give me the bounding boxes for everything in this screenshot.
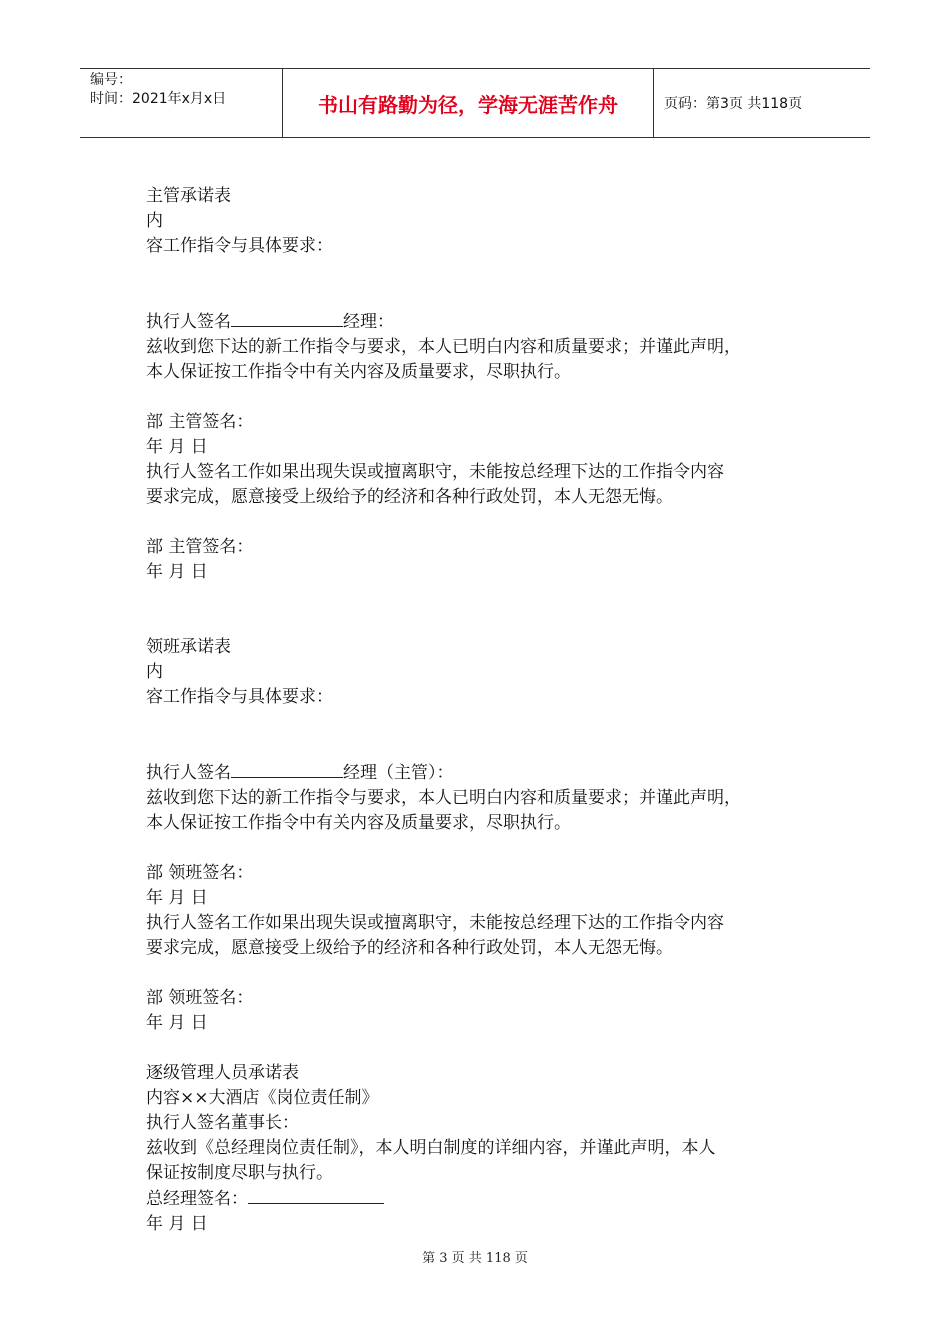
header-motto: 书山有路勤为径，学海无涯苦作舟 <box>282 69 654 137</box>
pledge-line: 要求完成，愿意接受上级给予的经济和各种行政处罚，本人无怨无悔。 <box>146 938 673 958</box>
date-line: 年 月 日 <box>146 437 208 457</box>
document-number-label: 编号： <box>90 72 132 88</box>
section-title: 逐级管理人员承诺表 <box>146 1063 299 1083</box>
pledge-line: 要求完成，愿意接受上级给予的经济和各种行政处罚，本人无怨无悔。 <box>146 487 673 507</box>
signer-line <box>146 760 816 786</box>
signature-underline <box>231 760 343 778</box>
statement-line: 兹收到您下达的新工作指令与要求，本人已明白内容和质量要求；并谨此声明， <box>146 337 741 357</box>
sign-line: 部 领班签名： <box>146 863 254 883</box>
statement-line: 本人保证按工作指令中有关内容及质量要求，尽职执行。 <box>146 813 571 833</box>
header-page-info: 页码：第3页 共118页 <box>664 96 803 112</box>
content-line: 内 <box>146 662 163 682</box>
section-title: 主管承诺表 <box>146 186 231 206</box>
gm-sign-line <box>146 1186 816 1212</box>
date-line: 年 月 日 <box>146 562 208 582</box>
sign-line: 部 主管签名： <box>146 412 254 432</box>
gm-sign-label: 总经理签名： <box>146 1189 248 1209</box>
pledge-line: 执行人签名工作如果出现失误或擅离职守，未能按总经理下达的工作指令内容 <box>146 913 724 933</box>
signer-suffix: 经理： <box>343 312 394 332</box>
signer-prefix: 执行人签名 <box>146 763 231 783</box>
document-body <box>146 184 816 1237</box>
pledge-line: 执行人签名工作如果出现失误或擅离职守，未能按总经理下达的工作指令内容 <box>146 462 724 482</box>
page-footer <box>0 1247 950 1266</box>
document-time: 时间：2021年x月x日 <box>90 91 227 107</box>
sign-line: 部 领班签名： <box>146 988 254 1008</box>
date-line: 年 月 日 <box>146 1214 208 1234</box>
signature-underline <box>231 309 343 327</box>
page-header <box>80 68 870 138</box>
signer-prefix: 执行人签名 <box>146 312 231 332</box>
content-line: 容工作指令与具体要求： <box>146 236 333 256</box>
signer-line: 执行人签名董事长： <box>146 1113 299 1133</box>
date-line: 年 月 日 <box>146 1013 208 1033</box>
section-title: 领班承诺表 <box>146 637 231 657</box>
statement-line: 兹收到《总经理岗位责任制》，本人明白制度的详细内容，并谨此声明，本人 <box>146 1138 716 1158</box>
statement-line: 兹收到您下达的新工作指令与要求，本人已明白内容和质量要求；并谨此声明， <box>146 788 741 808</box>
date-line: 年 月 日 <box>146 888 208 908</box>
header-meta <box>80 69 282 137</box>
statement-line: 本人保证按工作指令中有关内容及质量要求，尽职执行。 <box>146 362 571 382</box>
content-line: 内 <box>146 211 163 231</box>
content-line: 内容××大酒店《岗位责任制》 <box>146 1088 379 1108</box>
statement-line: 保证按制度尽职与执行。 <box>146 1163 333 1183</box>
signature-underline <box>248 1186 384 1204</box>
footer-page-number: 第 3 页 共 118 页 <box>422 1251 528 1266</box>
signer-line <box>146 309 816 335</box>
sign-line: 部 主管签名： <box>146 537 254 557</box>
content-line: 容工作指令与具体要求： <box>146 687 333 707</box>
signer-suffix: 经理（主管）： <box>343 763 454 783</box>
